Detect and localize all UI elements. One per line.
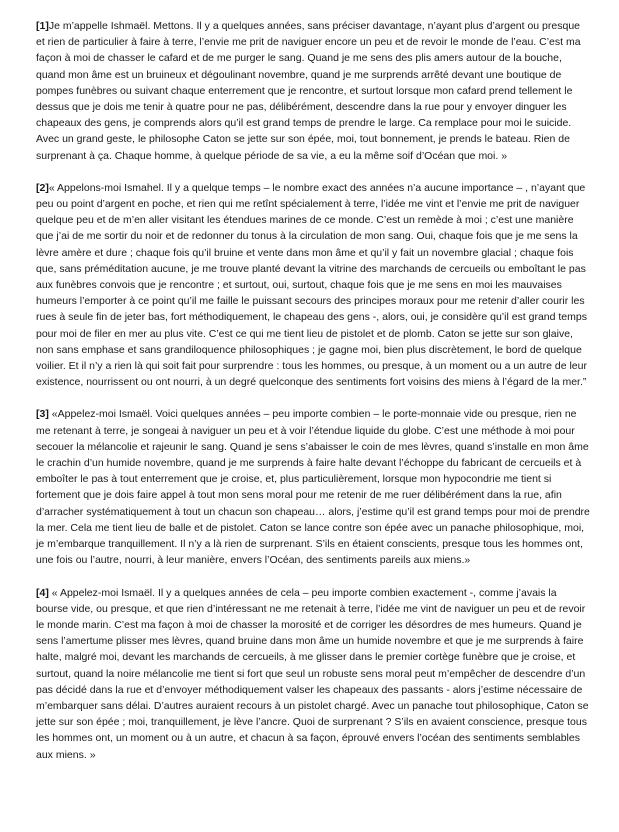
paragraph-1 <box>36 18 591 164</box>
paragraph-number: [1] <box>36 20 49 32</box>
paragraph-3 <box>36 406 591 568</box>
paragraph-number: [3] <box>36 408 49 421</box>
paragraph-text: « Appelons-moi Ismahel. Il y a quelque temps – le nombre exact des années n’a aucune importance – , n’ayant que peu ou point d’argent en poche, et rien qui me retînt spécialement à terre, l’idée me vint et l’envie me prit de naviguer quelque peu et de m’en aller visitant les étendues marines de ce monde. C’est un remède à moi ; c’est une manière que j’ai de me sortir du noir et de redonner du tonus à la circulation de mon sang. Oui, chaque fois que je me sens la lèvre amère et dure ; chaque fois qu’il bruine et vente dans mon âme et qu’il y fait un novembre glacial ; chaque fois que, sans préméditation aucune, je me trouve planté devant la vitrine des marchands de cercueils ou emboîtant le pas aux funèbres convois que je rencontre ; et surtout, oui, surtout, chaque fois que je me sens en moi les mauvaises humeurs l’emporter à ce point qu’il me faille le puissant secours des principes moraux pour me retenir d’aller courir les rues à seule fin de jeter bas, fort méthodiquement, le chapeau des gens -, alors, oui, je considère qu’il est grand temps pour moi de filer en mer au plus vite. C’est ce qui me tient lieu de pistolet et de plomb. Caton se jette sur son glaive, non sans emphase et sans grandiloquence philosophiques ; je gagne moi, bien plus discrètement, le bord de quelque voilier. Et il n’y a rien là qui soit fait pour surprendre : tous les hommes, ou presque, à un moment ou a un autre de leur existence, nourrissent ou ont nourri, à un degré quelconque des sentiments fort voisins des miens à l’égard de la mer.” <box>36 181 587 389</box>
paragraph-number: [2] <box>36 181 49 194</box>
document-page <box>36 18 591 763</box>
paragraph-text: Je m’appelle Ishmaël. Mettons. Il y a quelques années, sans préciser davantage, n’ayant plus d’argent ou presque et rien de particulier à faire à terre, l’envie me prit de naviguer encore un peu et de revoir le monde de l’eau. C’est ma façon à moi de chasser le cafard et de me purger le sang. Quand je me sens des plis amers autour de la bouche, quand mon âme est un bruineux et dégoulinant novembre, quand je me surprends arrêté devant une boutique de pompes funèbres ou suivant chaque enterrement que je rencontre, et surtout lorsque mon cafard prend tellement le dessus que je dois me tenir à quatre pour ne pas, délibérément, descendre dans la rue pour y envoyer dinguer les chapeaux des gens, je comprends alors qu’il est grand temps de prendre le large. Ca remplace pour moi le suicide. Avec un grand geste, le philosophe Caton se jette sur son épée, moi, tout bonnement, je prends le bateau. Rien de surprenant à ça. Chaque homme, à quelque période de sa vie, a eu la même soif d’Océan que moi. » <box>36 20 581 162</box>
paragraph-4 <box>36 585 591 763</box>
paragraph-2 <box>36 180 591 391</box>
paragraph-text: «Appelez-moi Ismaël. Voici quelques années – peu importe combien – le porte-monnaie vide ou presque, rien ne me retenant à terre, je songeai à naviguer un peu et à voir l’étendue liquide du globe. C’est une méthode à moi pour secouer la mélancolie et rajeunir le sang. Quand je sens s’abaisser le coin de mes lèvres, quand s’installe en mon âme le crachin d’un humide novembre, quand je me surprends à faire halte devant l’échoppe du fabricant de cercueils et à emboîter le pas à tout enterrement que je croise, et, plus particulièrement, lorsque mon hypocondrie me tient si fortement que je dois faire appel à tout mon sens moral pour me retenir de me ruer délibérément dans la rue, afin d’arracher systématiquement à tout un chacun son chapeau… alors, j’estime qu’il est grand temps pour moi de prendre la mer. Cela me tient lieu de balle et de pistolet. Caton se lance contre son épée avec un panache philosophique, moi, je m’embarque tranquillement. Il n’y a là rien de surprenant. S’ils en étaient conscients, presque tous les hommes ont, une fois ou l’autre, nourri, à leur manière, envers l’Océan, des sentiments pareils aux miens.» <box>36 408 590 567</box>
paragraph-number: [4] <box>36 586 49 599</box>
paragraph-text: « Appelez-moi Ismaël. Il y a quelques années de cela – peu importe combien exactement -, comme j’avais la bourse vide, ou presque, et que rien d’intéressant ne me retenait à terre, l’idée me vint de naviguer un peu et de revoir le monde marin. C’est ma façon à moi de chasser la morosité et de corriger les désordres de mes humeurs. Quand je sens l’amertume plisser mes lèvres, quand bruine dans mon âme un humide novembre et que je me surprends à faire halte, malgré moi, devant les marchands de cercueils, à me glisser dans le premier cortège funèbre que je croise, et surtout, quand la noire mélancolie me tient si fort que seul un robuste sens moral peut m’empêcher de descendre d’un pas décidé dans la rue et d’envoyer méthodiquement valser les chapeaux des passants - alors j’estime nécessaire de m’embarquer sans délai. D’autres auraient recours à un pistolet chargé. Avec un panache tout philosophique, Caton se jette sur son épée ; moi, tranquillement, je lève l’ancre. Quoi de surprenant ? S’ils en avaient conscience, presque tous les hommes ont, un moment ou à un autre, et chacun à sa façon, éprouvé envers l’océan des sentiments semblables aux miens. » <box>36 586 589 761</box>
